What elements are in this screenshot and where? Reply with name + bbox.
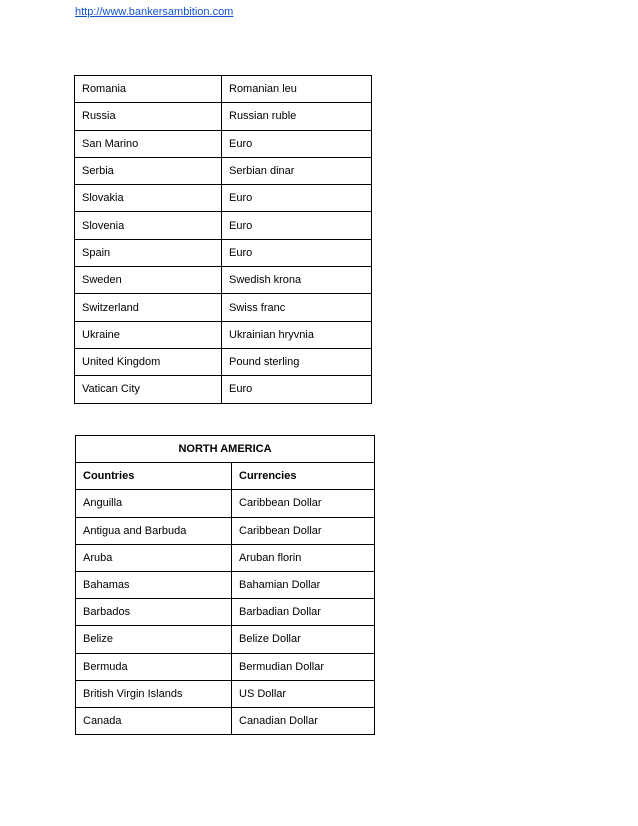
section-title: NORTH AMERICA [76, 436, 375, 463]
country-cell: Spain [75, 239, 222, 266]
table-row [75, 321, 372, 348]
table-row [76, 653, 375, 680]
table-row [76, 544, 375, 571]
currency-cell: Euro [222, 130, 372, 157]
currency-cell: Barbadian Dollar [232, 599, 375, 626]
currencies-column-header: Currencies [232, 463, 375, 490]
header-url-link[interactable]: http://www.bankersambition.com [75, 6, 234, 18]
table-row [75, 130, 372, 157]
currency-cell: Swedish krona [222, 267, 372, 294]
table-row [75, 239, 372, 266]
country-cell: Antigua and Barbuda [76, 517, 232, 544]
country-cell: Sweden [75, 267, 222, 294]
currency-cell: Serbian dinar [222, 157, 372, 184]
currency-cell: Belize Dollar [232, 626, 375, 653]
currency-cell: Caribbean Dollar [232, 490, 375, 517]
country-cell: San Marino [75, 130, 222, 157]
country-cell: Vatican City [75, 376, 222, 403]
country-cell: Ukraine [75, 321, 222, 348]
currency-cell: Aruban florin [232, 544, 375, 571]
countries-column-header: Countries [76, 463, 232, 490]
currency-cell: Euro [222, 212, 372, 239]
currency-cell: Ukrainian hryvnia [222, 321, 372, 348]
table-row [76, 626, 375, 653]
currency-cell: Russian ruble [222, 103, 372, 130]
table-row [76, 599, 375, 626]
country-cell: Switzerland [75, 294, 222, 321]
table-row [75, 294, 372, 321]
currency-cell: Euro [222, 185, 372, 212]
table-row [76, 490, 375, 517]
country-cell: Bahamas [76, 571, 232, 598]
section-title-row [76, 436, 375, 463]
country-cell: British Virgin Islands [76, 680, 232, 707]
table-row [75, 76, 372, 103]
country-cell: United Kingdom [75, 348, 222, 375]
country-cell: Romania [75, 76, 222, 103]
country-cell: Canada [76, 707, 232, 734]
country-cell: Aruba [76, 544, 232, 571]
table-row [75, 348, 372, 375]
table-row [75, 103, 372, 130]
currency-cell: Canadian Dollar [232, 707, 375, 734]
table-row [76, 680, 375, 707]
country-cell: Belize [76, 626, 232, 653]
currency-cell: Euro [222, 376, 372, 403]
north-america-currency-table [75, 435, 375, 735]
table-row [75, 157, 372, 184]
currency-cell: Euro [222, 239, 372, 266]
currency-cell: Swiss franc [222, 294, 372, 321]
table-row [75, 185, 372, 212]
table-row [76, 707, 375, 734]
table-row [75, 212, 372, 239]
country-cell: Barbados [76, 599, 232, 626]
country-cell: Russia [75, 103, 222, 130]
currency-cell: Caribbean Dollar [232, 517, 375, 544]
country-cell: Serbia [75, 157, 222, 184]
table-row [75, 376, 372, 403]
country-cell: Slovenia [75, 212, 222, 239]
currency-cell: Bahamian Dollar [232, 571, 375, 598]
currency-cell: Bermudian Dollar [232, 653, 375, 680]
table-row [76, 571, 375, 598]
currency-cell: Pound sterling [222, 348, 372, 375]
country-cell: Slovakia [75, 185, 222, 212]
column-header-row [76, 463, 375, 490]
europe-currency-table [74, 75, 372, 404]
country-cell: Bermuda [76, 653, 232, 680]
currency-cell: US Dollar [232, 680, 375, 707]
country-cell: Anguilla [76, 490, 232, 517]
table-row [76, 517, 375, 544]
currency-cell: Romanian leu [222, 76, 372, 103]
table-row [75, 267, 372, 294]
